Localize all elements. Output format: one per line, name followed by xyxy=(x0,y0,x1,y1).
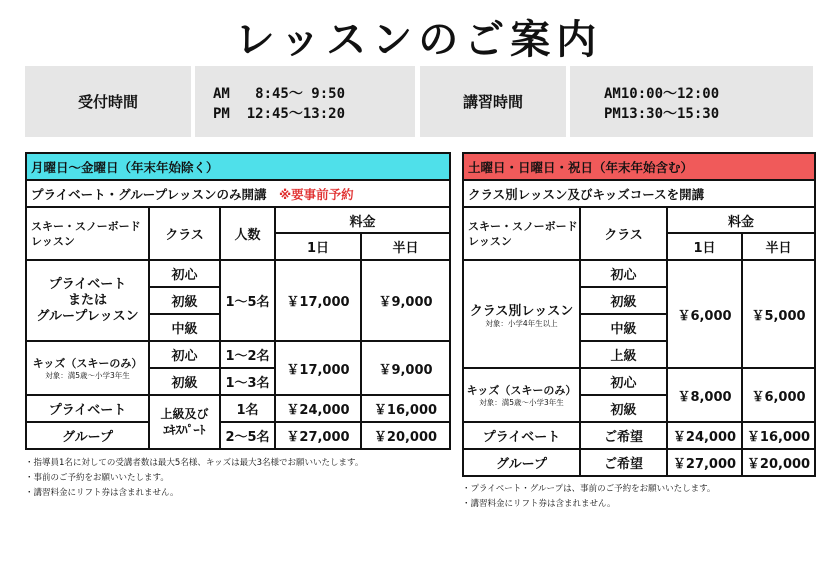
group-label: グループ xyxy=(26,422,149,449)
weekend-subtitle: クラス別レッスン及びキッズコースを開講 xyxy=(463,180,815,207)
page-title: レッスンのご案内 xyxy=(234,17,603,63)
weekend-group-full-day-fee: ￥27,000 xyxy=(667,449,742,476)
kids-class-novice: 初級 xyxy=(149,368,220,395)
col-full-day: 1日 xyxy=(275,233,361,260)
weekend-notes xyxy=(462,482,715,512)
class-lesson-label: クラス別レッスン xyxy=(469,303,574,319)
weekend-private-full-day-fee: ￥24,000 xyxy=(667,422,742,449)
class-lesson-target-note: 対象：小学4年生以上 xyxy=(485,318,558,328)
class-beginner: 初心 xyxy=(149,260,220,287)
pg-people: 1〜5名 xyxy=(220,260,275,341)
kids-label-cell xyxy=(26,341,149,395)
weekend-table xyxy=(462,152,816,477)
advanced-expert-class: 上級及び ｴｷｽﾊﾟｰﾄ xyxy=(149,395,220,449)
kids-label: キッズ（スキーのみ） xyxy=(32,357,143,370)
private-or-group-label: プライベート または グループレッスン xyxy=(26,260,149,341)
weekend-kids-half-day-fee: ￥6,000 xyxy=(742,368,815,422)
pg-full-day-fee: ￥17,000 xyxy=(275,260,361,341)
class-novice: 初級 xyxy=(149,287,220,314)
weekend-kids-target-note: 対象：満5歳〜小学3年生 xyxy=(479,398,564,407)
weekend-kids-class-novice: 初級 xyxy=(580,395,667,422)
lesson-time-label: 講習時間 xyxy=(420,66,566,137)
weekend-col-class: クラス xyxy=(580,207,667,260)
weekend-private-class: ご希望 xyxy=(580,422,667,449)
col-people: 人数 xyxy=(220,207,275,260)
col-class: クラス xyxy=(149,207,220,260)
col-fee: 料金 xyxy=(275,207,450,233)
weekday-subtitle xyxy=(26,180,450,207)
pg-half-day-fee: ￥9,000 xyxy=(361,260,450,341)
weekend-private-label: プライベート xyxy=(463,422,580,449)
weekend-group-half-day-fee: ￥20,000 xyxy=(742,449,815,476)
kids-class-beginner: 初心 xyxy=(149,341,220,368)
weekend-col-full-day: 1日 xyxy=(667,233,742,260)
weekend-private-half-day-fee: ￥16,000 xyxy=(742,422,815,449)
weekend-group-label: グループ xyxy=(463,449,580,476)
weekday-note-2: ・事前のご予約をお願いいたします。 xyxy=(25,473,169,483)
kids-people-2: 1〜3名 xyxy=(220,368,275,395)
private-half-day-fee: ￥16,000 xyxy=(361,395,450,422)
group-half-day-fee: ￥20,000 xyxy=(361,422,450,449)
weekend-class-advanced: 上級 xyxy=(580,341,667,368)
kids-target-note: 対象：満5歳〜小学3年生 xyxy=(45,371,130,380)
weekend-class-novice: 初級 xyxy=(580,287,667,314)
weekend-note-1: ・プライベート・グループは、事前のご予約をお願いいたします。 xyxy=(462,484,716,494)
kids-half-day-fee: ￥9,000 xyxy=(361,341,450,395)
class-lesson-full-day-fee: ￥6,000 xyxy=(667,260,742,368)
weekend-class-intermediate: 中級 xyxy=(580,314,667,341)
reception-label: 受付時間 xyxy=(25,66,191,137)
private-label: プライベート xyxy=(26,395,149,422)
kids-people-1: 1〜2名 xyxy=(220,341,275,368)
private-full-day-fee: ￥24,000 xyxy=(275,395,361,422)
reception-times: AM 8:45〜 9:50 PM 12:45〜13:20 xyxy=(195,66,415,137)
kids-full-day-fee: ￥17,000 xyxy=(275,341,361,395)
class-intermediate: 中級 xyxy=(149,314,220,341)
weekday-header: 月曜日〜金曜日（年末年始除く） xyxy=(26,153,450,180)
weekday-notes xyxy=(25,456,363,501)
col-half-day: 半日 xyxy=(361,233,450,260)
weekday-note-3: ・講習料金にリフト券は含まれません。 xyxy=(25,488,179,498)
class-lesson-half-day-fee: ￥5,000 xyxy=(742,260,815,368)
weekend-kids-full-day-fee: ￥8,000 xyxy=(667,368,742,422)
weekend-col-half-day: 半日 xyxy=(742,233,815,260)
col-lesson-type: スキー・スノーボード レッスン xyxy=(26,207,149,260)
weekday-table xyxy=(25,152,451,450)
weekend-header: 土曜日・日曜日・祝日（年末年始含む） xyxy=(463,153,815,180)
weekend-note-2: ・講習料金にリフト券は含まれません。 xyxy=(462,499,616,509)
weekend-group-class: ご希望 xyxy=(580,449,667,476)
group-full-day-fee: ￥27,000 xyxy=(275,422,361,449)
weekday-note-1: ・指導員1名に対しての受講者数は最大5名様、キッズは最大3名様でお願いいたします。 xyxy=(25,458,364,468)
private-people: 1名 xyxy=(220,395,275,422)
reservation-required-note: ※要事前予約 xyxy=(279,186,354,202)
group-people: 2〜5名 xyxy=(220,422,275,449)
weekend-class-beginner: 初心 xyxy=(580,260,667,287)
class-lesson-cell xyxy=(463,260,580,368)
weekend-kids-cell xyxy=(463,368,580,422)
weekend-col-lesson-type: スキー・スノーボード レッスン xyxy=(463,207,580,260)
weekend-kids-class-beginner: 初心 xyxy=(580,368,667,395)
weekend-kids-label: キッズ（スキーのみ） xyxy=(466,384,577,397)
weekend-col-fee: 料金 xyxy=(667,207,815,233)
lesson-times: AM10:00〜12:00 PM13:30〜15:30 xyxy=(570,66,813,137)
weekday-subtitle-text: プライベート・グループレッスンのみ開講 xyxy=(31,186,267,202)
